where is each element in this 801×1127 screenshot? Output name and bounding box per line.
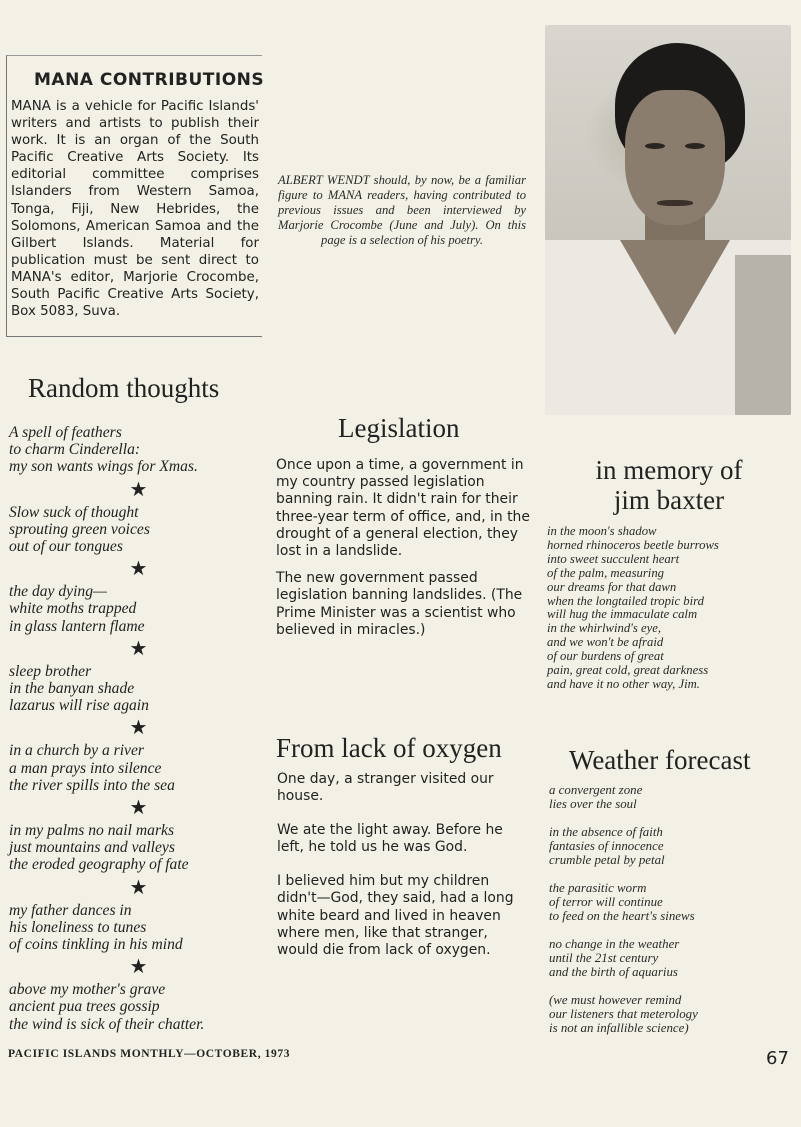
poem-line: above my mother's grave	[9, 981, 166, 999]
memory-title-line: jim baxter	[613, 485, 725, 515]
poem-line: of terror will continue	[549, 895, 663, 909]
memory-poem	[547, 525, 792, 692]
poem-line: of the palm, measuring	[547, 565, 665, 580]
poem-line: my father dances in	[9, 901, 132, 919]
stanza	[9, 822, 264, 874]
poem-line: white moths trapped	[9, 600, 137, 618]
poem-line: into sweet succulent heart	[547, 551, 680, 566]
poem-line: our listeners that meterology	[549, 1007, 698, 1021]
oxygen-text	[277, 771, 527, 976]
poem-line: sleep brother	[9, 662, 92, 680]
author-intro: ALBERT WENDT should, by now, be a familiar figure to MANA readers, having contributed to previous issues and been interviewed by Marjorie Crocombe (June and July). On this page is a selection of his poetry.	[278, 173, 526, 247]
paragraph: One day, a stranger visited our house.	[277, 771, 494, 805]
weather-poem	[549, 783, 791, 1049]
star-separator: ★	[129, 717, 148, 740]
poem-line: and have it no other way, Jim.	[547, 676, 700, 691]
memory-title-line: in memory of	[595, 455, 743, 485]
weather-title: Weather forecast	[569, 745, 751, 775]
stanza	[9, 663, 264, 715]
legislation-title: Legislation	[338, 413, 460, 443]
stanza	[549, 825, 791, 867]
poem-line: pain, great cold, great darkness	[547, 663, 709, 678]
page-number: 67	[766, 1048, 789, 1069]
poem-line: out of our tongues	[9, 538, 123, 556]
stanza	[549, 783, 791, 811]
paragraph: The new government passed legislation banning landslides. (The Prime Minister was a scientist who believed in miracles.)	[276, 570, 523, 638]
stanza	[9, 504, 264, 556]
poem-line: fantasies of innocence	[549, 839, 664, 853]
poem-line: lazarus will rise again	[9, 697, 149, 715]
poem-line: in the banyan shade	[9, 680, 135, 698]
poem-line: in glass lantern flame	[9, 617, 145, 635]
random-thoughts-poem	[9, 424, 264, 1033]
poem-line: to charm Cinderella:	[9, 441, 141, 459]
poem-line: Slow suck of thought	[9, 503, 139, 521]
poem-line: in my palms no nail marks	[9, 822, 175, 840]
poem-line: in the whirlwind's eye,	[547, 621, 662, 636]
poem-line: horned rhinoceros beetle burrows	[547, 537, 719, 552]
poem-line: the eroded geography of fate	[9, 856, 189, 874]
legislation-text	[276, 457, 534, 649]
star-separator: ★	[129, 876, 148, 899]
poem-line: the river spills into the sea	[9, 776, 175, 794]
poem-line: sprouting green voices	[9, 520, 150, 538]
poem-line: the parasitic worm	[549, 881, 647, 895]
oxygen-title: From lack of oxygen	[276, 733, 502, 763]
poem-line: and we won't be afraid	[547, 635, 664, 650]
poem-line: and the birth of aquarius	[549, 965, 678, 979]
star-separator: ★	[129, 956, 148, 979]
star-separator: ★	[129, 797, 148, 820]
poem-line: is not an infallible science)	[549, 1021, 689, 1035]
poem-line: the wind is sick of their chatter.	[9, 1015, 205, 1033]
poem-line: in the absence of faith	[549, 825, 663, 839]
poem-line: no change in the weather	[549, 937, 680, 951]
poem-line: to feed on the heart's sinews	[549, 909, 695, 923]
poem-line: when the longtailed tropic bird	[547, 593, 704, 608]
memory-title	[548, 455, 790, 515]
poem-line: a man prays into silence	[9, 759, 162, 777]
poem-line: my son wants wings for Xmas.	[9, 458, 198, 476]
poem-line: of coins tinkling in his mind	[9, 936, 183, 954]
contributions-title: MANA CONTRIBUTIONS	[34, 70, 265, 90]
poem-line: (we must however remind	[549, 993, 682, 1007]
star-separator: ★	[129, 478, 148, 501]
contributions-body: MANA is a vehicle for Pacific Islands' writers and artists to publish their work. It is an organ of the South Pacific Creative Arts Society. Its editorial committee comprises Islanders from Western Samoa, Tonga, Fiji, New Hebrides, the Solomons, American Samoa and the Gilbert Islands. Material for publication must be sent direct to MANA's editor, Marjorie Crocombe, South Pacific Creative Arts Society, Box 5083, Suva.	[11, 99, 259, 320]
star-separator: ★	[129, 558, 148, 581]
stanza	[9, 981, 264, 1033]
poem-line: in a church by a river	[9, 742, 144, 760]
poem-line: ancient pua trees gossip	[9, 998, 160, 1016]
paragraph: I believed him but my children didn't—God, they said, had a long white beard and lived in heaven where men, like that stranger, would die from lack of oxygen.	[277, 873, 514, 958]
stanza	[9, 902, 264, 954]
poem-line: just mountains and valleys	[9, 839, 175, 857]
poem-line: crumble petal by petal	[549, 853, 665, 867]
poem-line: in the moon's shadow	[547, 524, 657, 538]
stanza	[549, 993, 791, 1035]
poem-line: until the 21st century	[549, 951, 659, 965]
stanza	[549, 881, 791, 923]
stanza	[549, 937, 791, 979]
stanza	[9, 583, 264, 635]
poem-line: the day dying—	[9, 583, 107, 601]
author-photo	[545, 25, 791, 415]
poem-line: a convergent zone	[549, 783, 643, 797]
stanza	[9, 742, 264, 794]
poem-line: lies over the soul	[549, 797, 637, 811]
paragraph: We ate the light away. Before he left, he told us he was God.	[277, 822, 503, 856]
poem-line: our dreams for that dawn	[547, 579, 677, 594]
poem-line: will hug the immaculate calm	[547, 607, 698, 622]
footer-masthead: PACIFIC ISLANDS MONTHLY—OCTOBER, 1973	[8, 1048, 291, 1060]
poem-line: his loneliness to tunes	[9, 918, 147, 936]
poem-line: A spell of feathers	[9, 424, 122, 441]
star-separator: ★	[129, 637, 148, 660]
random-thoughts-title: Random thoughts	[28, 373, 220, 403]
paragraph: Once upon a time, a government in my country passed legislation banning rain. It didn't rain for their three-year term of office, and, in the drought of a general election, they lost in a landslide.	[276, 457, 530, 560]
stanza	[9, 424, 264, 476]
poem-line: of our burdens of great	[547, 649, 664, 664]
